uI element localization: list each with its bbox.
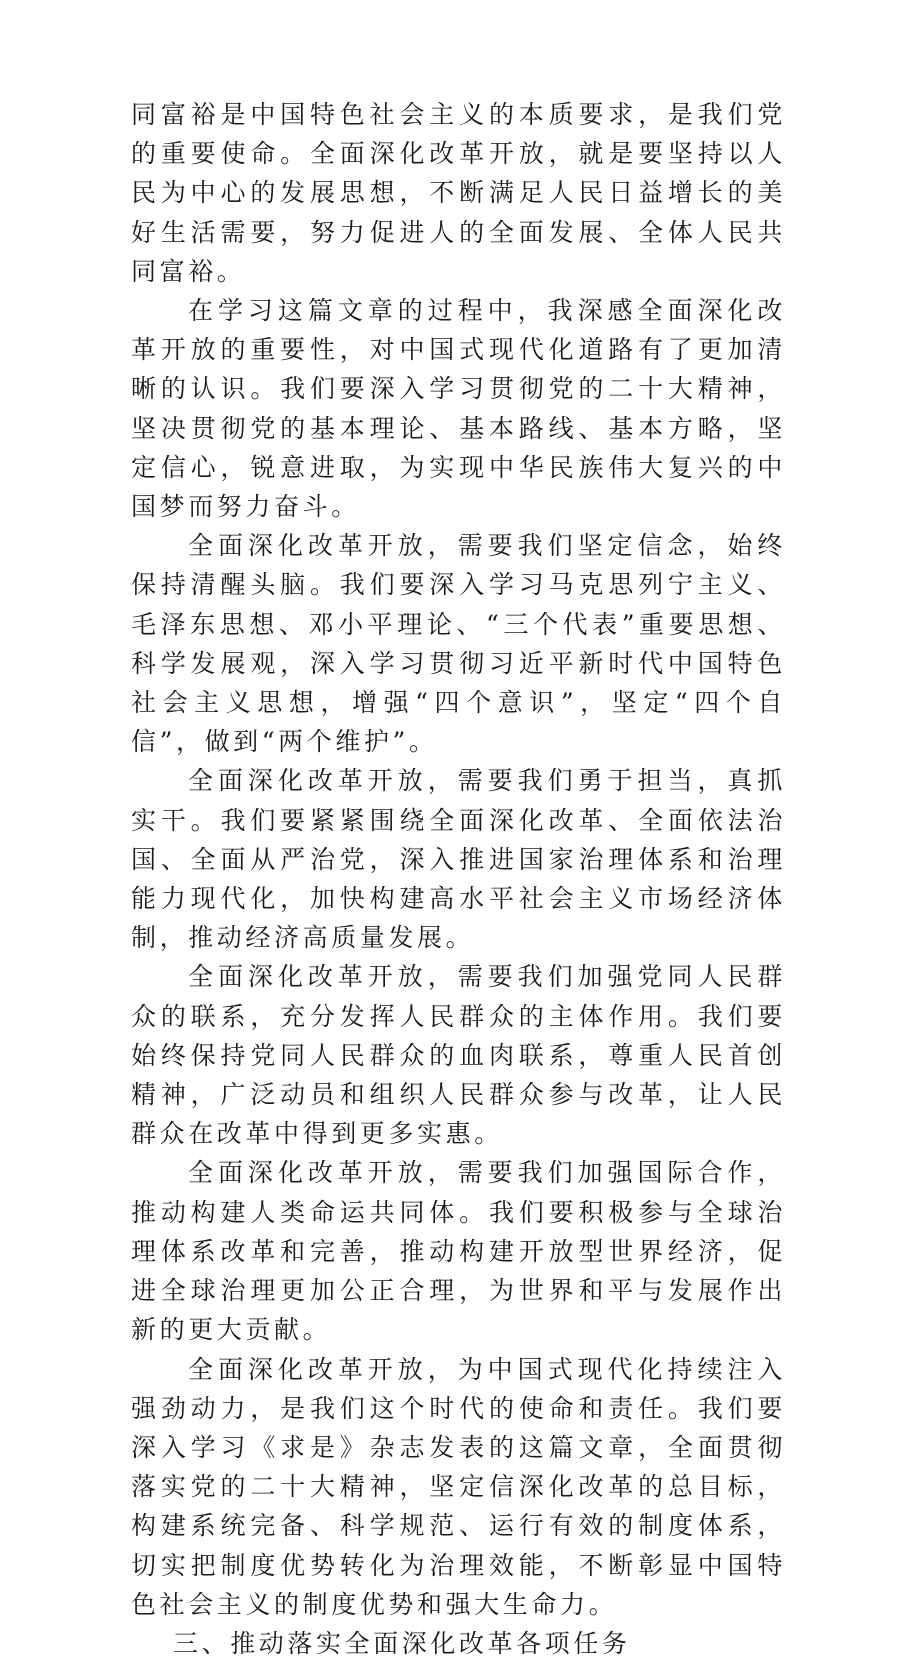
paragraph: 全面深化改革开放，需要我们勇于担当，真抓实干。我们要紧紧围绕全面深化改革、全面依法治国、全面从严治党，深入推进国家治理体系和治理能力现代化，加快构建高水平社会主义市场经济体制，推动经济高质量发展。 <box>131 766 786 953</box>
document-body <box>131 95 786 1663</box>
section-heading: 三、推动落实全面深化改革各项任务 <box>173 1628 631 1658</box>
paragraph: 全面深化改革开放，为中国式现代化持续注入强劲动力，是我们这个时代的使命和责任。我们要深入学习《求是》杂志发表的这篇文章，全面贯彻落实党的二十大精神，坚定信深化改革的总目标，构建系统完备、科学规范、运行有效的制度体系，切实把制度优势转化为治理效能，不断彰显中国特色社会主义的制度优势和强大生命力。 <box>131 1354 786 1619</box>
paragraph: 全面深化改革开放，需要我们坚定信念，始终保持清醒头脑。我们要深入学习马克思列宁主义、毛泽东思想、邓小平理论、“三个代表”重要思想、科学发展观，深入学习贯彻习近平新时代中国特色社会主义思想，增强“四个意识”，坚定“四个自信”，做到“两个维护”。 <box>131 531 786 757</box>
paragraph-continued: 同富裕是中国特色社会主义的本质要求，是我们党的重要使命。全面深化改革开放，就是要坚持以人民为中心的发展思想，不断满足人民日益增长的美好生活需要，努力促进人的全面发展、全体人民共同富裕。 <box>131 100 786 286</box>
paragraph: 在学习这篇文章的过程中，我深感全面深化改革开放的重要性，对中国式现代化道路有了更加清晰的认识。我们要深入学习贯彻党的二十大精神，坚决贯彻党的基本理论、基本路线、基本方略，坚定信心，锐意进取，为实现中华民族伟大复兴的中国梦而努力奋斗。 <box>131 296 786 522</box>
paragraph: 全面深化改革开放，需要我们加强国际合作，推动构建人类命运共同体。我们要积极参与全球治理体系改革和完善，推动构建开放型世界经济，促进全球治理更加公正合理，为世界和平与发展作出新的更大贡献。 <box>131 1158 786 1345</box>
paragraph: 全面深化改革开放，需要我们加强党同人民群众的联系，充分发挥人民群众的主体作用。我们要始终保持党同人民群众的血肉联系，尊重人民首创精神，广泛动员和组织人民群众参与改革，让人民群众在改革中得到更多实惠。 <box>131 962 786 1149</box>
